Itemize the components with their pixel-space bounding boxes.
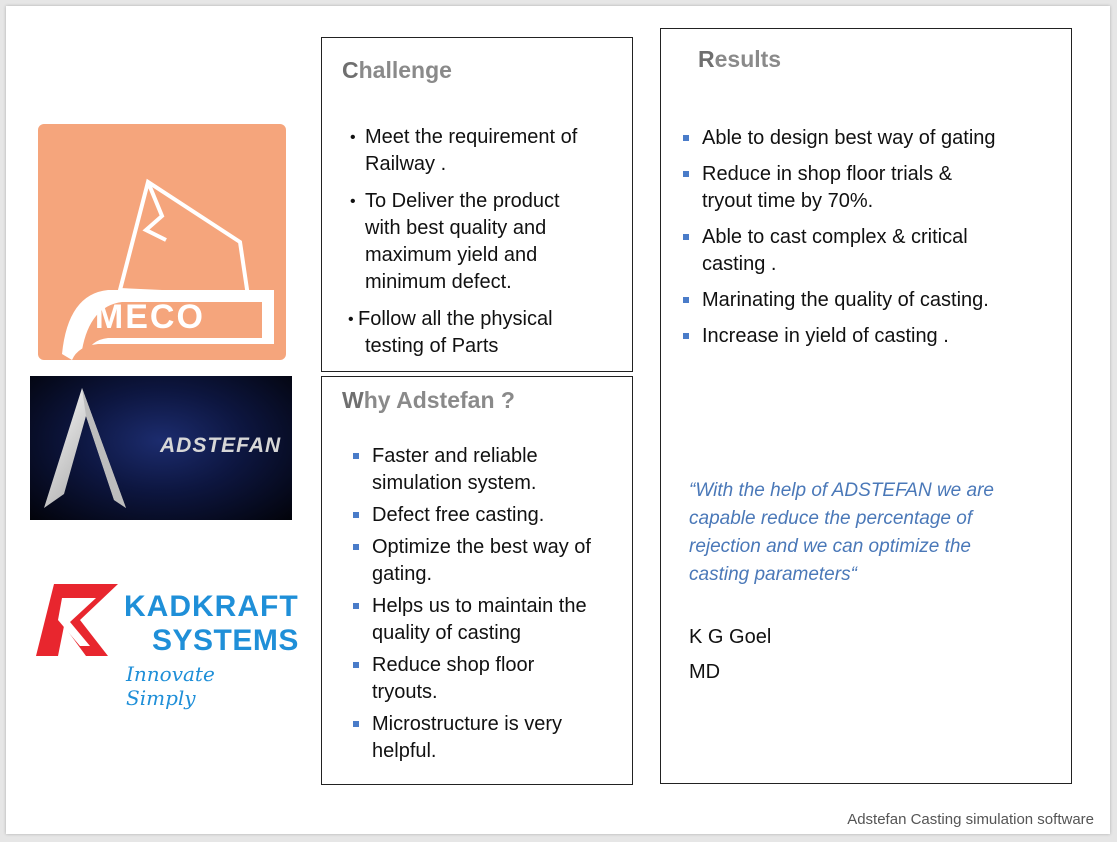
adstefan-logo	[30, 376, 292, 520]
footer-text: Adstefan Casting simulation software	[847, 811, 1094, 828]
list-item: Able to cast complex & critical casting .	[682, 224, 1067, 278]
adstefan-wordmark: ADSTEFAN	[160, 434, 282, 457]
challenge-title: Challenge	[342, 57, 452, 83]
list-item: Microstructure is very helpful.	[352, 711, 632, 765]
list-item: • To Deliver the product with best quality and maximum yield and minimum defect.	[348, 188, 628, 296]
signature-name: K G Goel	[689, 626, 772, 648]
list-item: Helps us to maintain the quality of casting	[352, 593, 632, 647]
slide	[6, 6, 1110, 834]
challenge-list	[348, 124, 628, 370]
kadkraft-tagline: Innovate Simply	[126, 662, 215, 710]
jmeco-logo	[38, 124, 286, 360]
list-item: Optimize the best way of gating.	[352, 534, 632, 588]
testimonial-quote: “With the help of ADSTEFAN we are capable reduce the percentage of rejection and we can optimize the casting parameters“	[689, 480, 994, 585]
list-item: Reduce in shop floor trials & tryout time by 70%.	[682, 161, 1067, 215]
signature-title: MD	[689, 661, 721, 683]
kadkraft-wordmark-line1: KADKRAFT	[124, 590, 299, 623]
challenge-box	[321, 37, 633, 372]
results-list	[682, 125, 1067, 359]
kadkraft-wordmark-line2: SYSTEMS	[152, 624, 299, 657]
list-item: Able to design best way of gating	[682, 125, 1067, 152]
why-adstefan-list	[352, 443, 632, 770]
kadkraft-k-emblem-icon	[32, 580, 122, 660]
list-item: Marinating the quality of casting.	[682, 287, 1067, 314]
list-item: Reduce shop floor tryouts.	[352, 652, 632, 706]
jmeco-wordmark: JMECO	[74, 298, 205, 336]
results-title: Results	[698, 46, 782, 72]
list-item: • Meet the requirement of Railway .	[348, 124, 628, 178]
list-item: Faster and reliable simulation system.	[352, 443, 632, 497]
results-box	[660, 28, 1072, 784]
list-item: • Follow all the physical testing of Parts	[348, 306, 628, 360]
list-item: Defect free casting.	[352, 502, 632, 529]
kadkraft-logo	[32, 574, 299, 710]
why-adstefan-title: Why Adstefan ?	[342, 387, 515, 413]
why-adstefan-box	[321, 376, 633, 785]
list-item: Increase in yield of casting .	[682, 323, 1067, 350]
